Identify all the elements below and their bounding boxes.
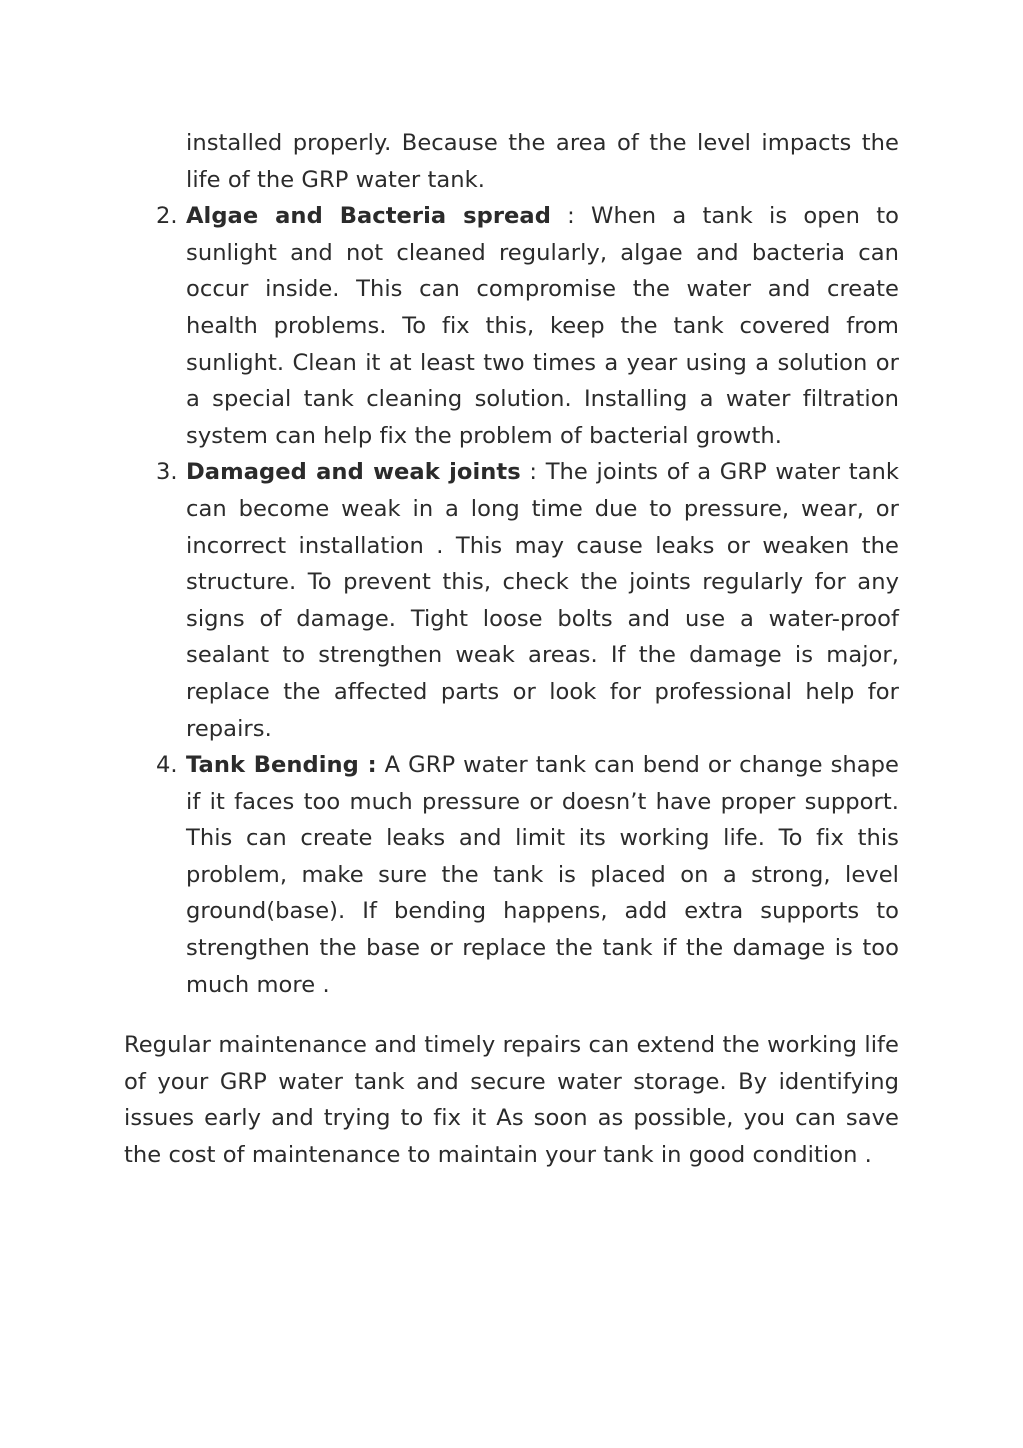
document-body [124, 125, 899, 1174]
list-number: 3. [156, 459, 178, 486]
list-number: 4. [156, 752, 178, 779]
list-item-term: Damaged and weak joints [186, 459, 521, 486]
list-item-text: : When a tank is open to sunlight and not cleaned regularly, algae and bacteria can occur inside. This can compromise the water and create health problems. To fix this, keep the tank covered from sunlight. Clean it at least two times a year using a solution or a special tank cleaning solution. Installing a water filtration system can help fix the problem of bacterial growth. [186, 203, 899, 449]
closing-paragraph: Regular maintenance and timely repairs can extend the working life of your GRP water tank and secure water storage. By identifying issues early and trying to fix it As soon as possible, you can save the cost of maintenance to maintain your tank in good condition . [124, 1032, 899, 1169]
issues-list [124, 198, 899, 1003]
list-item-term: Tank Bending : [186, 752, 377, 779]
list-item-text: : The joints of a GRP water tank can become weak in a long time due to pressure, wear, or incorrect installation . This may cause leaks or weaken the structure. To prevent this, check the joints regularly for any signs of damage. Tight loose bolts and use a water-proof sealant to strengthen weak areas. If the damage is major, replace the affected parts or look for professional help for repairs. [186, 459, 899, 742]
list-item [124, 454, 899, 747]
list-number: 2. [156, 203, 178, 230]
list-item-term: Algae and Bacteria spread [186, 203, 551, 230]
list-item [124, 747, 899, 1003]
list-item-text: A GRP water tank can bend or change shape if it faces too much pressure or doesn’t have proper support. This can create leaks and limit its working life. To fix this problem, make sure the tank is placed on a strong, level ground(base). If bending happens, add extra supports to strengthen the base or replace the tank if the damage is too much more . [186, 752, 899, 998]
continuation-paragraph: installed properly. Because the area of the level impacts the life of the GRP water tank. [186, 130, 899, 193]
list-item [124, 198, 899, 454]
